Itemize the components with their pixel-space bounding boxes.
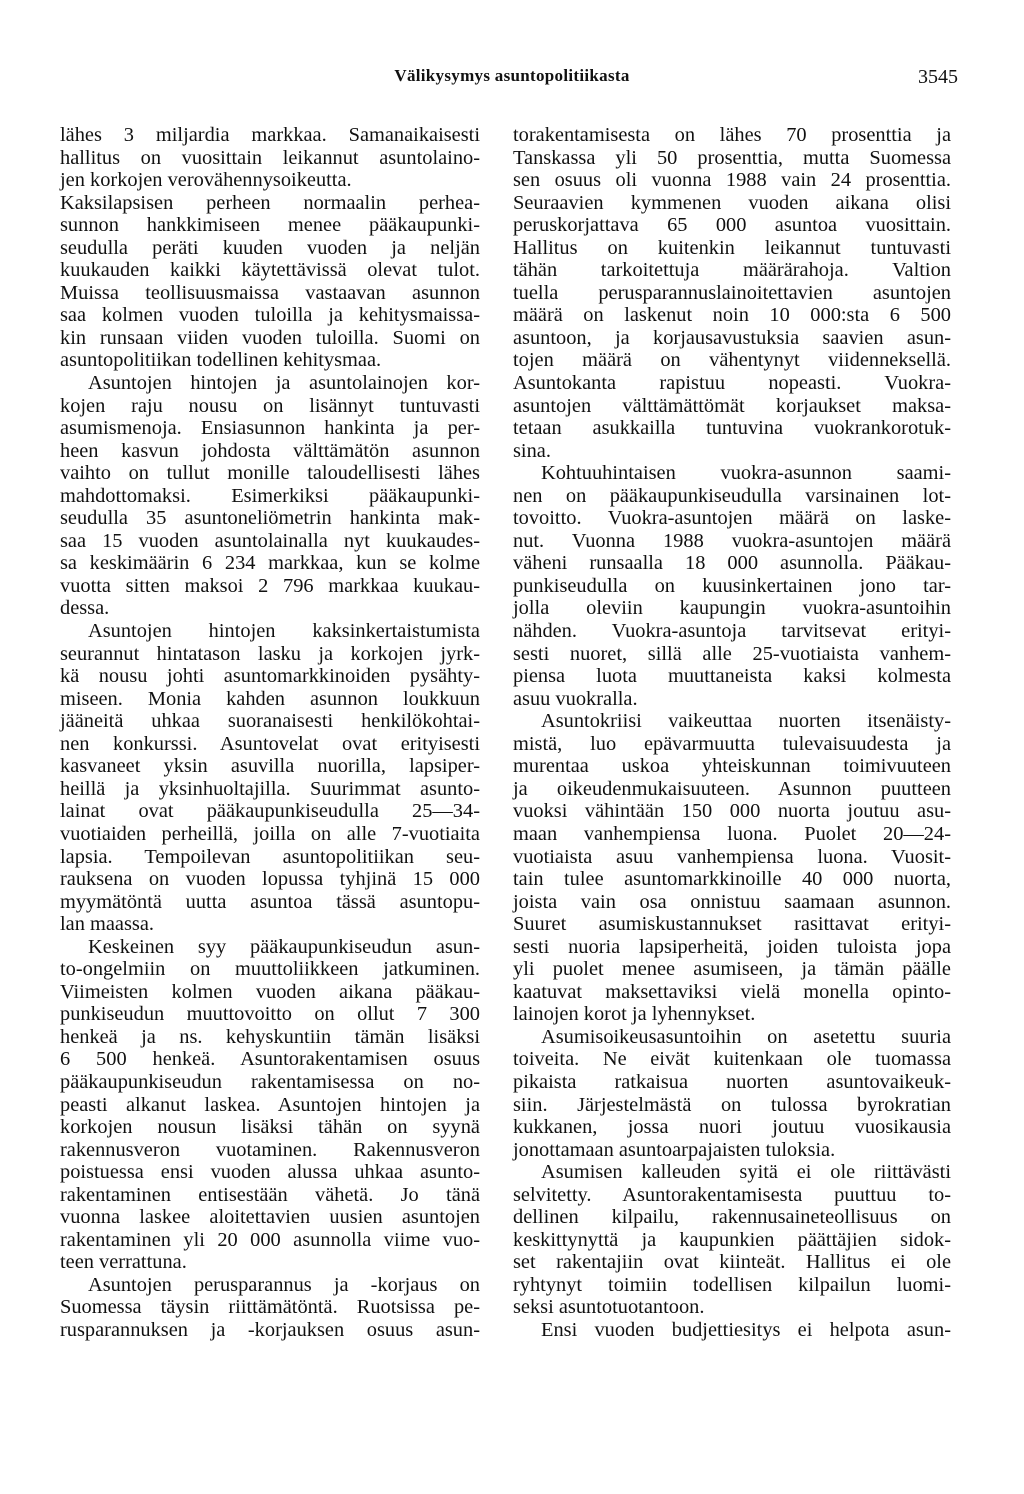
text-line: Asumisoikeusasuntoihin on asetettu suuria bbox=[541, 1025, 951, 1048]
text-line: tetaan asukkailla tuntuvina vuokrankorotuk- bbox=[513, 417, 951, 440]
text-line: vuoksi vähintään 150 000 nuorta joutuu asu- bbox=[513, 800, 951, 823]
text-line: saa 15 vuoden asuntolainalla nyt kuukaudes- bbox=[60, 529, 480, 552]
text-line: kaatuvat maksettaviksi vielä monella opinto- bbox=[513, 980, 951, 1003]
text-line: asuntopolitiikan todellinen kehitysmaa. bbox=[60, 349, 382, 372]
text-line: sesti nuoret, sillä alle 25-vuotiaista vanhem- bbox=[513, 642, 951, 665]
text-line: sesti nuoria lapsiperheitä, joiden tuloista jopa bbox=[513, 935, 951, 958]
text-line: Seuraavien kymmenen vuoden aikana olisi bbox=[513, 191, 951, 214]
text-line: rakentaminen yli 20 000 asunnolla viime vuo- bbox=[60, 1228, 480, 1251]
text-line: lähes 3 miljardia markkaa. Samanaikaisesti bbox=[60, 124, 480, 146]
text-line: jonottamaan asuntoarpajaisten tuloksia. bbox=[513, 1138, 836, 1161]
text-line: lapsia. Tempoilevan asuntopolitiikan seu- bbox=[60, 845, 480, 868]
text-line: nen konkurssi. Asuntovelat ovat erityisesti bbox=[60, 732, 480, 755]
text-line: jääneitä uhkaa suoranaisesti henkilökohtai- bbox=[60, 710, 480, 733]
text-line: vuotiaista asuu vanhempiensa luona. Vuosit- bbox=[513, 845, 951, 868]
text-line: väheni runsaalla 18 000 asunnolla. Pääkau- bbox=[513, 552, 951, 575]
text-line: Asuntokanta rapistuu nopeasti. Vuokra- bbox=[513, 372, 951, 395]
text-line: piensa luota muuttaneista kaksi kolmesta bbox=[513, 665, 951, 688]
text-line: Keskeinen syy pääkaupunkiseudun asun- bbox=[88, 935, 480, 958]
text-line: Asuntojen hintojen kaksinkertaistumista bbox=[88, 620, 480, 643]
text-line: lainat ovat pääkaupunkiseudulla 25—34- bbox=[60, 800, 480, 823]
right-text-column bbox=[513, 124, 951, 1342]
text-line: tähän tarkoitettuja määrärahoja. Valtion bbox=[513, 259, 951, 282]
text-line: asuntojen välttämättömät korjaukset maksa- bbox=[513, 394, 951, 417]
text-line: lan maassa. bbox=[60, 913, 154, 936]
text-line: kin runsaan viiden vuoden tuloilla. Suomi on bbox=[60, 326, 480, 349]
text-line: punkiseudun muuttovoitto on ollut 7 300 bbox=[60, 1003, 480, 1026]
text-line: tojen määrä on vähentynyt viidenneksellä. bbox=[513, 349, 951, 372]
text-line: kasvaneet yksin asuvilla nuorilla, lapsiper- bbox=[60, 755, 480, 778]
text-line: Kohtuuhintaisen vuokra-asunnon saami- bbox=[541, 462, 951, 485]
running-title: Välikysymys asuntopolitiikasta bbox=[394, 66, 630, 85]
text-line: seudulla 35 asuntoneliömetrin hankinta mak- bbox=[60, 507, 480, 530]
text-line: Kaksilapsisen perheen normaalin perhea- bbox=[60, 191, 480, 214]
text-line: saa kolmen vuoden tuloilla ja kehitysmaissa- bbox=[60, 304, 480, 327]
text-line: tain tulee asuntomarkkinoille 40 000 nuorta, bbox=[513, 868, 951, 891]
text-line: Asumisen kalleuden syitä ei ole riittävästi bbox=[541, 1161, 951, 1184]
text-line: tovoitto. Vuokra-asuntojen määrä on laske- bbox=[513, 507, 951, 530]
text-line: tuella perusparannuslainoitettavien asuntojen bbox=[513, 281, 951, 304]
text-line: kuukauden kaikki käytettävissä olevat tulot. bbox=[60, 259, 480, 282]
text-line: teen verrattuna. bbox=[60, 1251, 187, 1274]
text-line: Viimeisten kolmen vuoden aikana pääkau- bbox=[60, 980, 480, 1003]
text-line: Asuntojen hintojen ja asuntolainojen kor- bbox=[88, 372, 480, 395]
text-line: to-ongelmiin on muuttoliikkeen jatkuminen. bbox=[60, 958, 480, 981]
text-line: set rakentajiin ovat kiinteät. Hallitus ei ole bbox=[513, 1251, 951, 1274]
text-line: peasti alkanut laskea. Asuntojen hintojen ja bbox=[60, 1093, 480, 1116]
text-line: Hallitus on kuitenkin leikannut tuntuvasti bbox=[513, 236, 951, 259]
text-line: ja oikeudenmukaisuuteen. Asunnon puutteen bbox=[513, 777, 951, 800]
page-number: 3545 bbox=[918, 66, 958, 88]
text-line: kojen raju nousu on lisännyt tuntuvasti bbox=[60, 394, 480, 417]
text-line: asuu vuokralla. bbox=[513, 687, 638, 710]
text-line: selvitetty. Asuntorakentamisesta puuttuu to- bbox=[513, 1183, 951, 1206]
text-line: nut. Vuonna 1988 vuokra-asuntojen määrä bbox=[513, 529, 951, 552]
text-line: vuonna laskee aloitettavien uusien asuntojen bbox=[60, 1206, 480, 1229]
text-line: torakentamisesta on lähes 70 prosenttia ja bbox=[513, 124, 951, 146]
text-line: sunnon hankkimiseen menee pääkaupunki- bbox=[60, 214, 480, 237]
text-line: vuotta sitten maksoi 2 796 markkaa kuukau- bbox=[60, 574, 480, 597]
text-line: vuotiaiden perheillä, joilla on alle 7-vuotiaita bbox=[60, 822, 480, 845]
text-line: seksi asuntotuotantoon. bbox=[513, 1296, 705, 1319]
text-line: pääkaupunkiseudun rakentamisessa on no- bbox=[60, 1070, 480, 1093]
text-line: toiveita. Ne eivät kuitenkaan ole tuomassa bbox=[513, 1048, 951, 1071]
text-line: Tanskassa yli 50 prosenttia, mutta Suomessa bbox=[513, 146, 951, 169]
text-line: ryhtynyt toimiin todellisen kilpailun luomi- bbox=[513, 1273, 951, 1296]
text-line: sa keskimäärin 6 234 markkaa, kun se kolme bbox=[60, 552, 480, 575]
text-line: rakennusveron vuotaminen. Rakennusveron bbox=[60, 1138, 480, 1161]
text-line: kukkanen, jossa nuori joutuu vuosikausia bbox=[513, 1116, 951, 1139]
text-line: asuntoon, ja korjausavustuksia saavien asun- bbox=[513, 326, 951, 349]
text-line: vaihto on tullut monille taloudellisesti lähes bbox=[60, 462, 480, 485]
text-line: rauksena on vuoden lopussa tyhjinä 15 000 bbox=[60, 868, 480, 891]
text-line: mahdottomaksi. Esimerkiksi pääkaupunki- bbox=[60, 484, 480, 507]
text-line: siin. Järjestelmästä on tulossa byrokratian bbox=[513, 1093, 951, 1116]
text-line: dessa. bbox=[60, 597, 110, 620]
text-line: joista vain osa onnistuu saamaan asunnon. bbox=[513, 890, 951, 913]
text-line: sen osuus oli vuonna 1988 vain 24 prosenttia. bbox=[513, 169, 951, 192]
text-line: jolla oleviin kaupungin vuokra-asuntoihin bbox=[513, 597, 951, 620]
text-line: seurannut hintatason lasku ja korkojen jyrk- bbox=[60, 642, 480, 665]
text-line: Asuntokriisi vaikeuttaa nuorten itsenäisty- bbox=[541, 710, 951, 733]
text-line: Ensi vuoden budjettiesitys ei helpota asun- bbox=[541, 1318, 951, 1341]
text-line: nähden. Vuokra-asuntoja tarvitsevat erityi- bbox=[513, 620, 951, 643]
text-line: Suuret asumiskustannukset rasittavat erityi- bbox=[513, 913, 951, 936]
text-line: nen on pääkaupunkiseudulla varsinainen lot- bbox=[513, 484, 951, 507]
text-line: murentaa uskoa yhteiskunnan toimivuuteen bbox=[513, 755, 951, 778]
text-line: 6 500 henkeä. Asuntorakentamisen osuus bbox=[60, 1048, 480, 1071]
left-text-column bbox=[60, 124, 480, 1342]
text-line: miseen. Monia kahden asunnon loukkuun bbox=[60, 687, 480, 710]
text-line: peruskorjattava 65 000 asuntoa vuosittain. bbox=[513, 214, 951, 237]
text-line: heen kasvun johdosta välttämätön asunnon bbox=[60, 439, 480, 462]
text-line: pikaista ratkaisua nuorten asuntovaikeuk- bbox=[513, 1070, 951, 1093]
text-line: seudulla peräti kuuden vuoden ja neljän bbox=[60, 236, 480, 259]
text-line: sina. bbox=[513, 439, 551, 462]
text-line: maan vanhempiensa luona. Puolet 20—24- bbox=[513, 822, 951, 845]
text-line: korkojen nousun lisäksi tähän on syynä bbox=[60, 1116, 480, 1139]
text-line: kä nousu johti asuntomarkkinoiden pysähty- bbox=[60, 665, 480, 688]
text-line: keskittynyttä ja kaupunkien päättäjien sidok- bbox=[513, 1228, 951, 1251]
text-line: yli puolet menee asumiseen, ja tämän päälle bbox=[513, 958, 951, 981]
text-line: asumismenoja. Ensiasunnon hankinta ja per- bbox=[60, 417, 480, 440]
text-line: Asuntojen perusparannus ja -korjaus on bbox=[88, 1273, 480, 1296]
text-line: poistuessa ensi vuoden alussa uhkaa asunto- bbox=[60, 1161, 480, 1184]
text-line: mistä, luo epävarmuutta tulevaisuudesta ja bbox=[513, 732, 951, 755]
text-line: määrä on laskenut noin 10 000:sta 6 500 bbox=[513, 304, 951, 327]
text-line: punkiseudulla on kuusinkertainen jono tar- bbox=[513, 574, 951, 597]
text-line: dellinen kilpailu, rakennusaineteollisuus on bbox=[513, 1206, 951, 1229]
text-line: lainojen korot ja lyhennykset. bbox=[513, 1003, 756, 1026]
text-line: myymätöntä uutta asuntoa tässä asuntopu- bbox=[60, 890, 480, 913]
text-line: Muissa teollisuusmaissa vastaavan asunnon bbox=[60, 281, 480, 304]
text-line: jen korkojen verovähennysoikeutta. bbox=[60, 169, 352, 192]
text-line: heillä ja yksinhuoltajilla. Suurimmat asunto- bbox=[60, 777, 480, 800]
text-line: rusparannuksen ja -korjauksen osuus asun- bbox=[60, 1318, 480, 1341]
text-line: rakentaminen entisestään vähetä. Jo tänä bbox=[60, 1183, 480, 1206]
text-line: Suomessa täysin riittämätöntä. Ruotsissa pe- bbox=[60, 1296, 480, 1319]
page-header bbox=[0, 66, 1024, 96]
text-line: hallitus on vuosittain leikannut asuntolaino- bbox=[60, 146, 480, 169]
text-line: henkeä ja ns. kehyskuntiin tämän lisäksi bbox=[60, 1025, 480, 1048]
